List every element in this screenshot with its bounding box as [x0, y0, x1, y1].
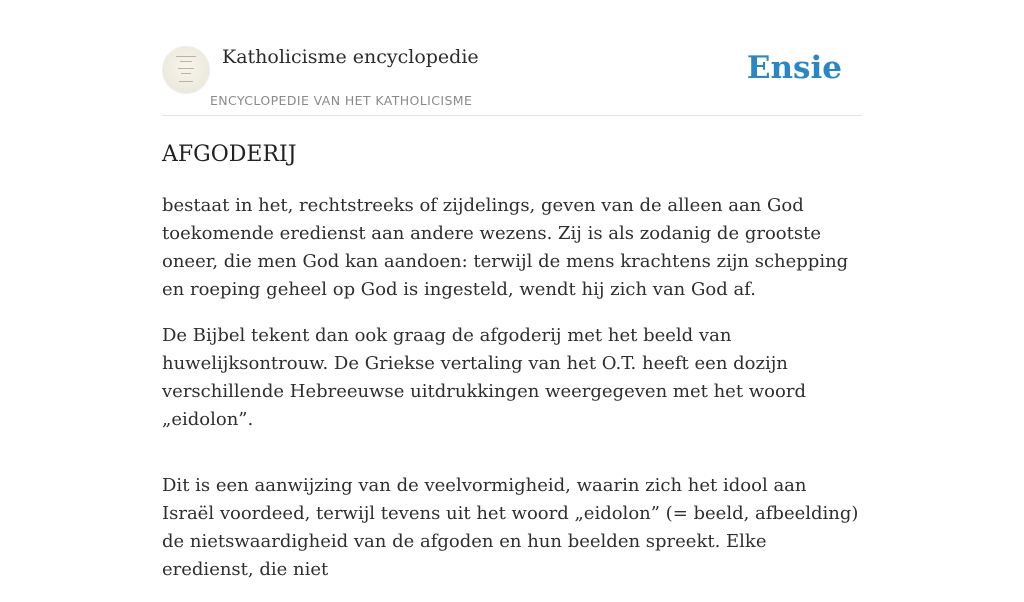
article-title: AFGODERIJ: [162, 142, 297, 167]
ensie-logo[interactable]: Ensie: [746, 50, 842, 86]
article-body: [162, 192, 862, 584]
article-paragraph: bestaat in het, rechtstreeks of zijdelings, geven van de alleen aan God toekomende eredienst aan andere wezens. Zij is als zodanig de grootste oneer, die men God kan aandoen: terwijl de mens krachtens zijn schepping en roeping geheel op God is ingesteld, wendt hij zich van God af.: [162, 195, 849, 300]
encyclopedia-cover-image[interactable]: [162, 46, 210, 94]
article-paragraph: Dit is een aanwijzing van de veelvormigheid, waarin zich het idool aan Israël voordeed, terwijl tevens uit het woord „eidolon” (= beeld, afbeelding) de nietswaardigheid van de afgoden en hun beelden spreekt. Elke eredienst, die niet: [162, 475, 859, 580]
site-header: [162, 40, 862, 116]
article: [162, 140, 862, 602]
site-title[interactable]: Katholicisme encyclopedie: [222, 46, 479, 68]
site-subtitle[interactable]: ENCYCLOPEDIE VAN HET KATHOLICISME: [210, 93, 473, 108]
article-paragraph: De Bijbel tekent dan ook graag de afgoderij met het beeld van huwelijksontrouw. De Griekse vertaling van het O.T. heeft een dozijn verschillende Hebreeuwse uitdrukkingen weergegeven met het woord „eidolon”.: [162, 325, 806, 430]
